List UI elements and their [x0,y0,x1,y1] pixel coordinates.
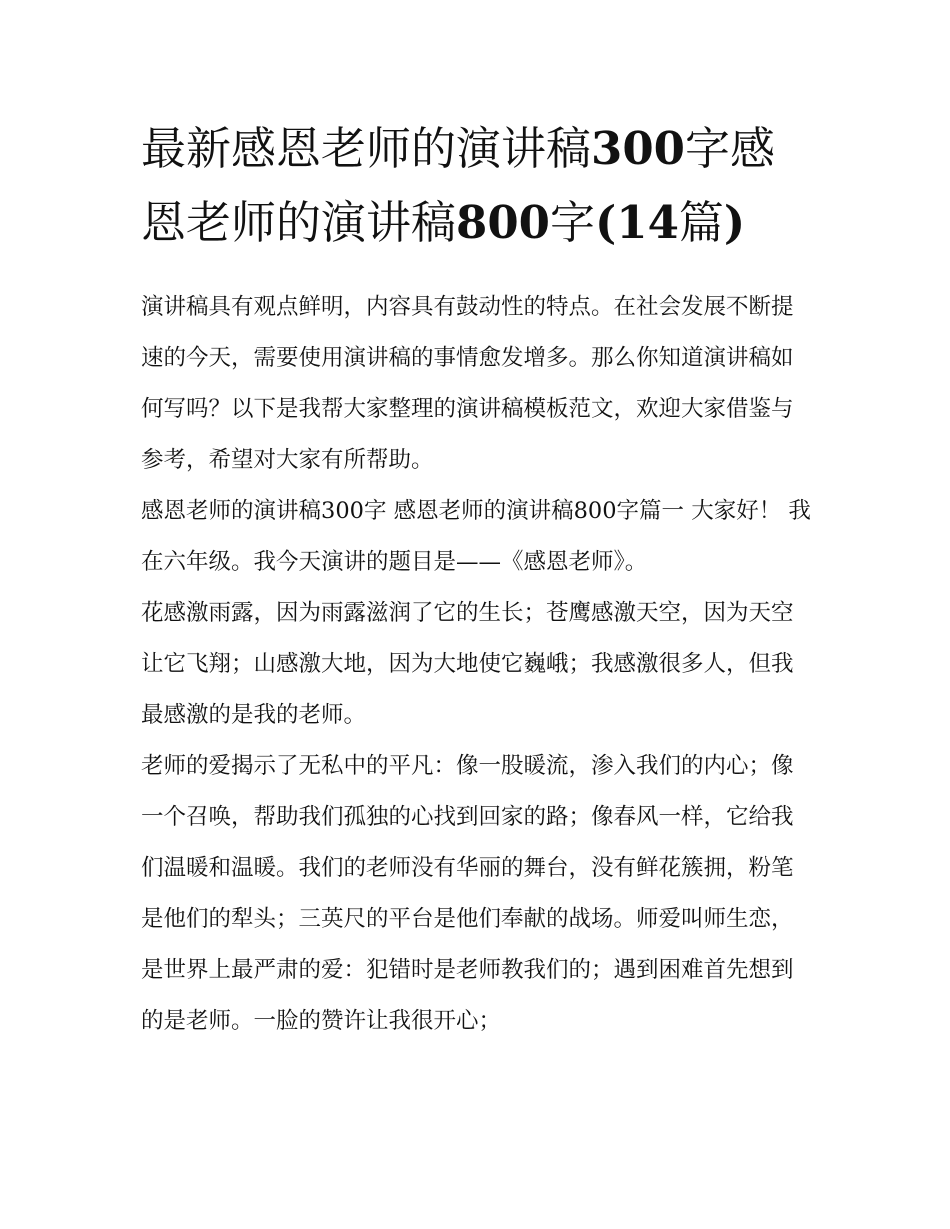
paragraph-gratitude: 花感激雨露，因为雨露滋润了它的生长；苍鹰感激天空，因为天空让它飞翔；山感激大地，因为大地使它巍峨；我感激很多人，但我最感激的是我的老师。 [141,600,794,728]
document-title: 最新感恩老师的演讲稿300字感恩老师的演讲稿800字(14篇) [141,122,775,249]
document-page [141,112,811,1047]
paragraph-intro: 演讲稿具有观点鲜明，内容具有鼓动性的特点。在社会发展不断提速的今天，需要使用演讲稿的事情愈发增多。那么你知道演讲稿如何写吗？以下是我帮大家整理的演讲稿模板范文，欢迎大家借鉴与参考，希望对大家有所帮助。 [141,294,794,473]
paragraph-greeting: 感恩老师的演讲稿300字 感恩老师的演讲稿800字篇一 大家好！ 我在六年级。我今天演讲的题目是——《感恩老师》。 [141,498,811,575]
paragraph-teacher-love: 老师的爱揭示了无私中的平凡：像一股暖流，渗入我们的内心；像一个召唤，帮助我们孤独的心找到回家的路；像春风一样，它给我们温暖和温暖。我们的老师没有华丽的舞台，没有鲜花簇拥，粉笔是他们的犁头；三英尺的平台是他们奉献的战场。师爱叫师生恋，是世界上最严肃的爱：犯错时是老师教我们的；遇到困难首先想到的是老师。一脸的赞许让我很开心； [141,753,794,1034]
